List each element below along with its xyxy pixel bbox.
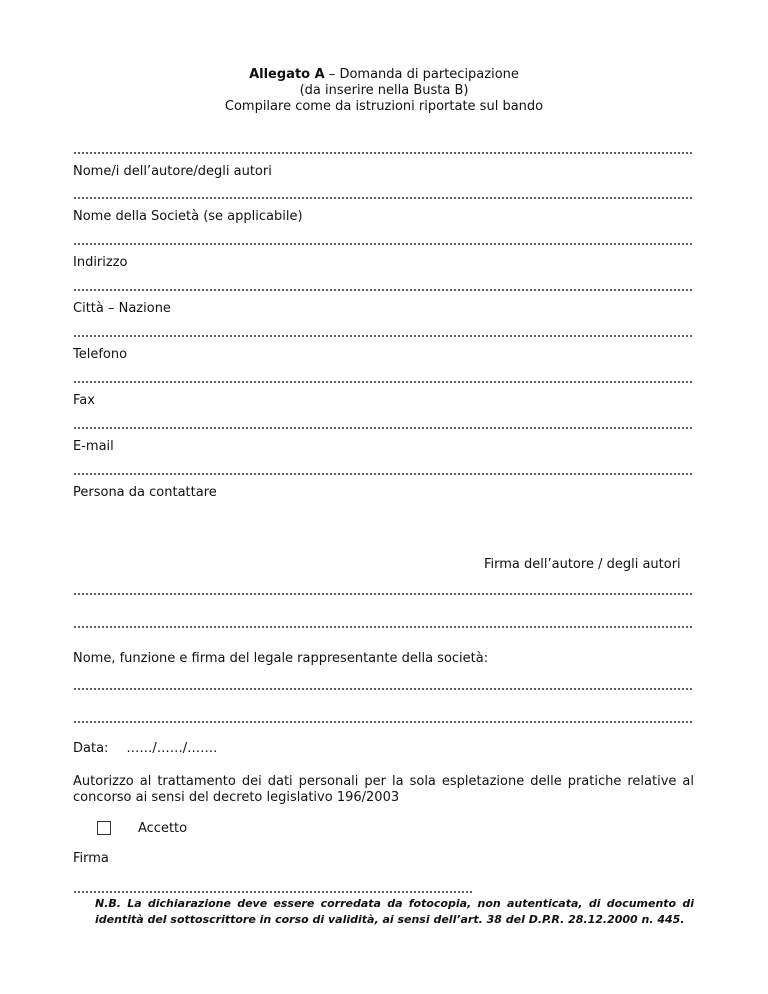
date-row: [73, 741, 217, 757]
nb-note: N.B. La dichiarazione deve essere corredata da fotocopia, non autenticata, di documento di identità del sottoscrittore in corso di validità, ai sensi dell’art. 38 del D.P.R. 28.12.2000 n. 445.: [95, 897, 694, 926]
date-field[interactable]: ……/……/…….: [126, 741, 218, 756]
header-instructions: Compilare come da istruzioni riportate sul bando: [224, 99, 544, 114]
document-title: [0, 67, 768, 83]
document-header: [0, 67, 768, 115]
consent-text: Autorizzo al trattamento dei dati personali per la sola espletazione delle pratiche relative al concorso ai sensi del decreto legislativo 196/2003: [73, 774, 694, 805]
header-subtitle: (da inserire nella Busta B): [299, 83, 469, 98]
accept-checkbox[interactable]: [97, 821, 111, 835]
author-signature-line-2[interactable]: [73, 625, 693, 629]
company-name-label: Nome della Società (se applicabile): [73, 209, 303, 224]
firma-label: Firma: [73, 851, 109, 866]
city-nation-field-line[interactable]: [73, 288, 693, 292]
phone-label: Telefono: [73, 347, 128, 362]
email-field-line[interactable]: [73, 426, 693, 430]
accept-label: Accetto: [138, 821, 188, 836]
email-label: E-mail: [73, 439, 114, 454]
firma-signature-line[interactable]: [73, 890, 473, 894]
address-field-line[interactable]: [73, 242, 693, 246]
author-signature-line-1[interactable]: [73, 592, 693, 596]
phone-field-line[interactable]: [73, 334, 693, 338]
legal-rep-line-1[interactable]: [73, 687, 693, 691]
fax-label: Fax: [73, 393, 95, 408]
author-name-field-line[interactable]: [73, 151, 693, 155]
legal-rep-label: Nome, funzione e firma del legale rappresentante della società:: [73, 651, 489, 666]
author-name-label: Nome/i dell’autore/degli autori: [73, 164, 272, 179]
legal-rep-line-2[interactable]: [73, 720, 693, 724]
contact-person-label: Persona da contattare: [73, 485, 217, 500]
city-nation-label: Città – Nazione: [73, 301, 171, 316]
company-name-field-line[interactable]: [73, 196, 693, 200]
author-signature-label: Firma dell’autore / degli autori: [484, 557, 681, 572]
contact-person-field-line[interactable]: [73, 472, 693, 476]
date-label: Data:: [73, 741, 109, 756]
fax-field-line[interactable]: [73, 380, 693, 384]
address-label: Indirizzo: [73, 255, 128, 270]
allegato-label: Allegato A: [249, 67, 325, 82]
title-rest: – Domanda di partecipazione: [324, 67, 519, 82]
